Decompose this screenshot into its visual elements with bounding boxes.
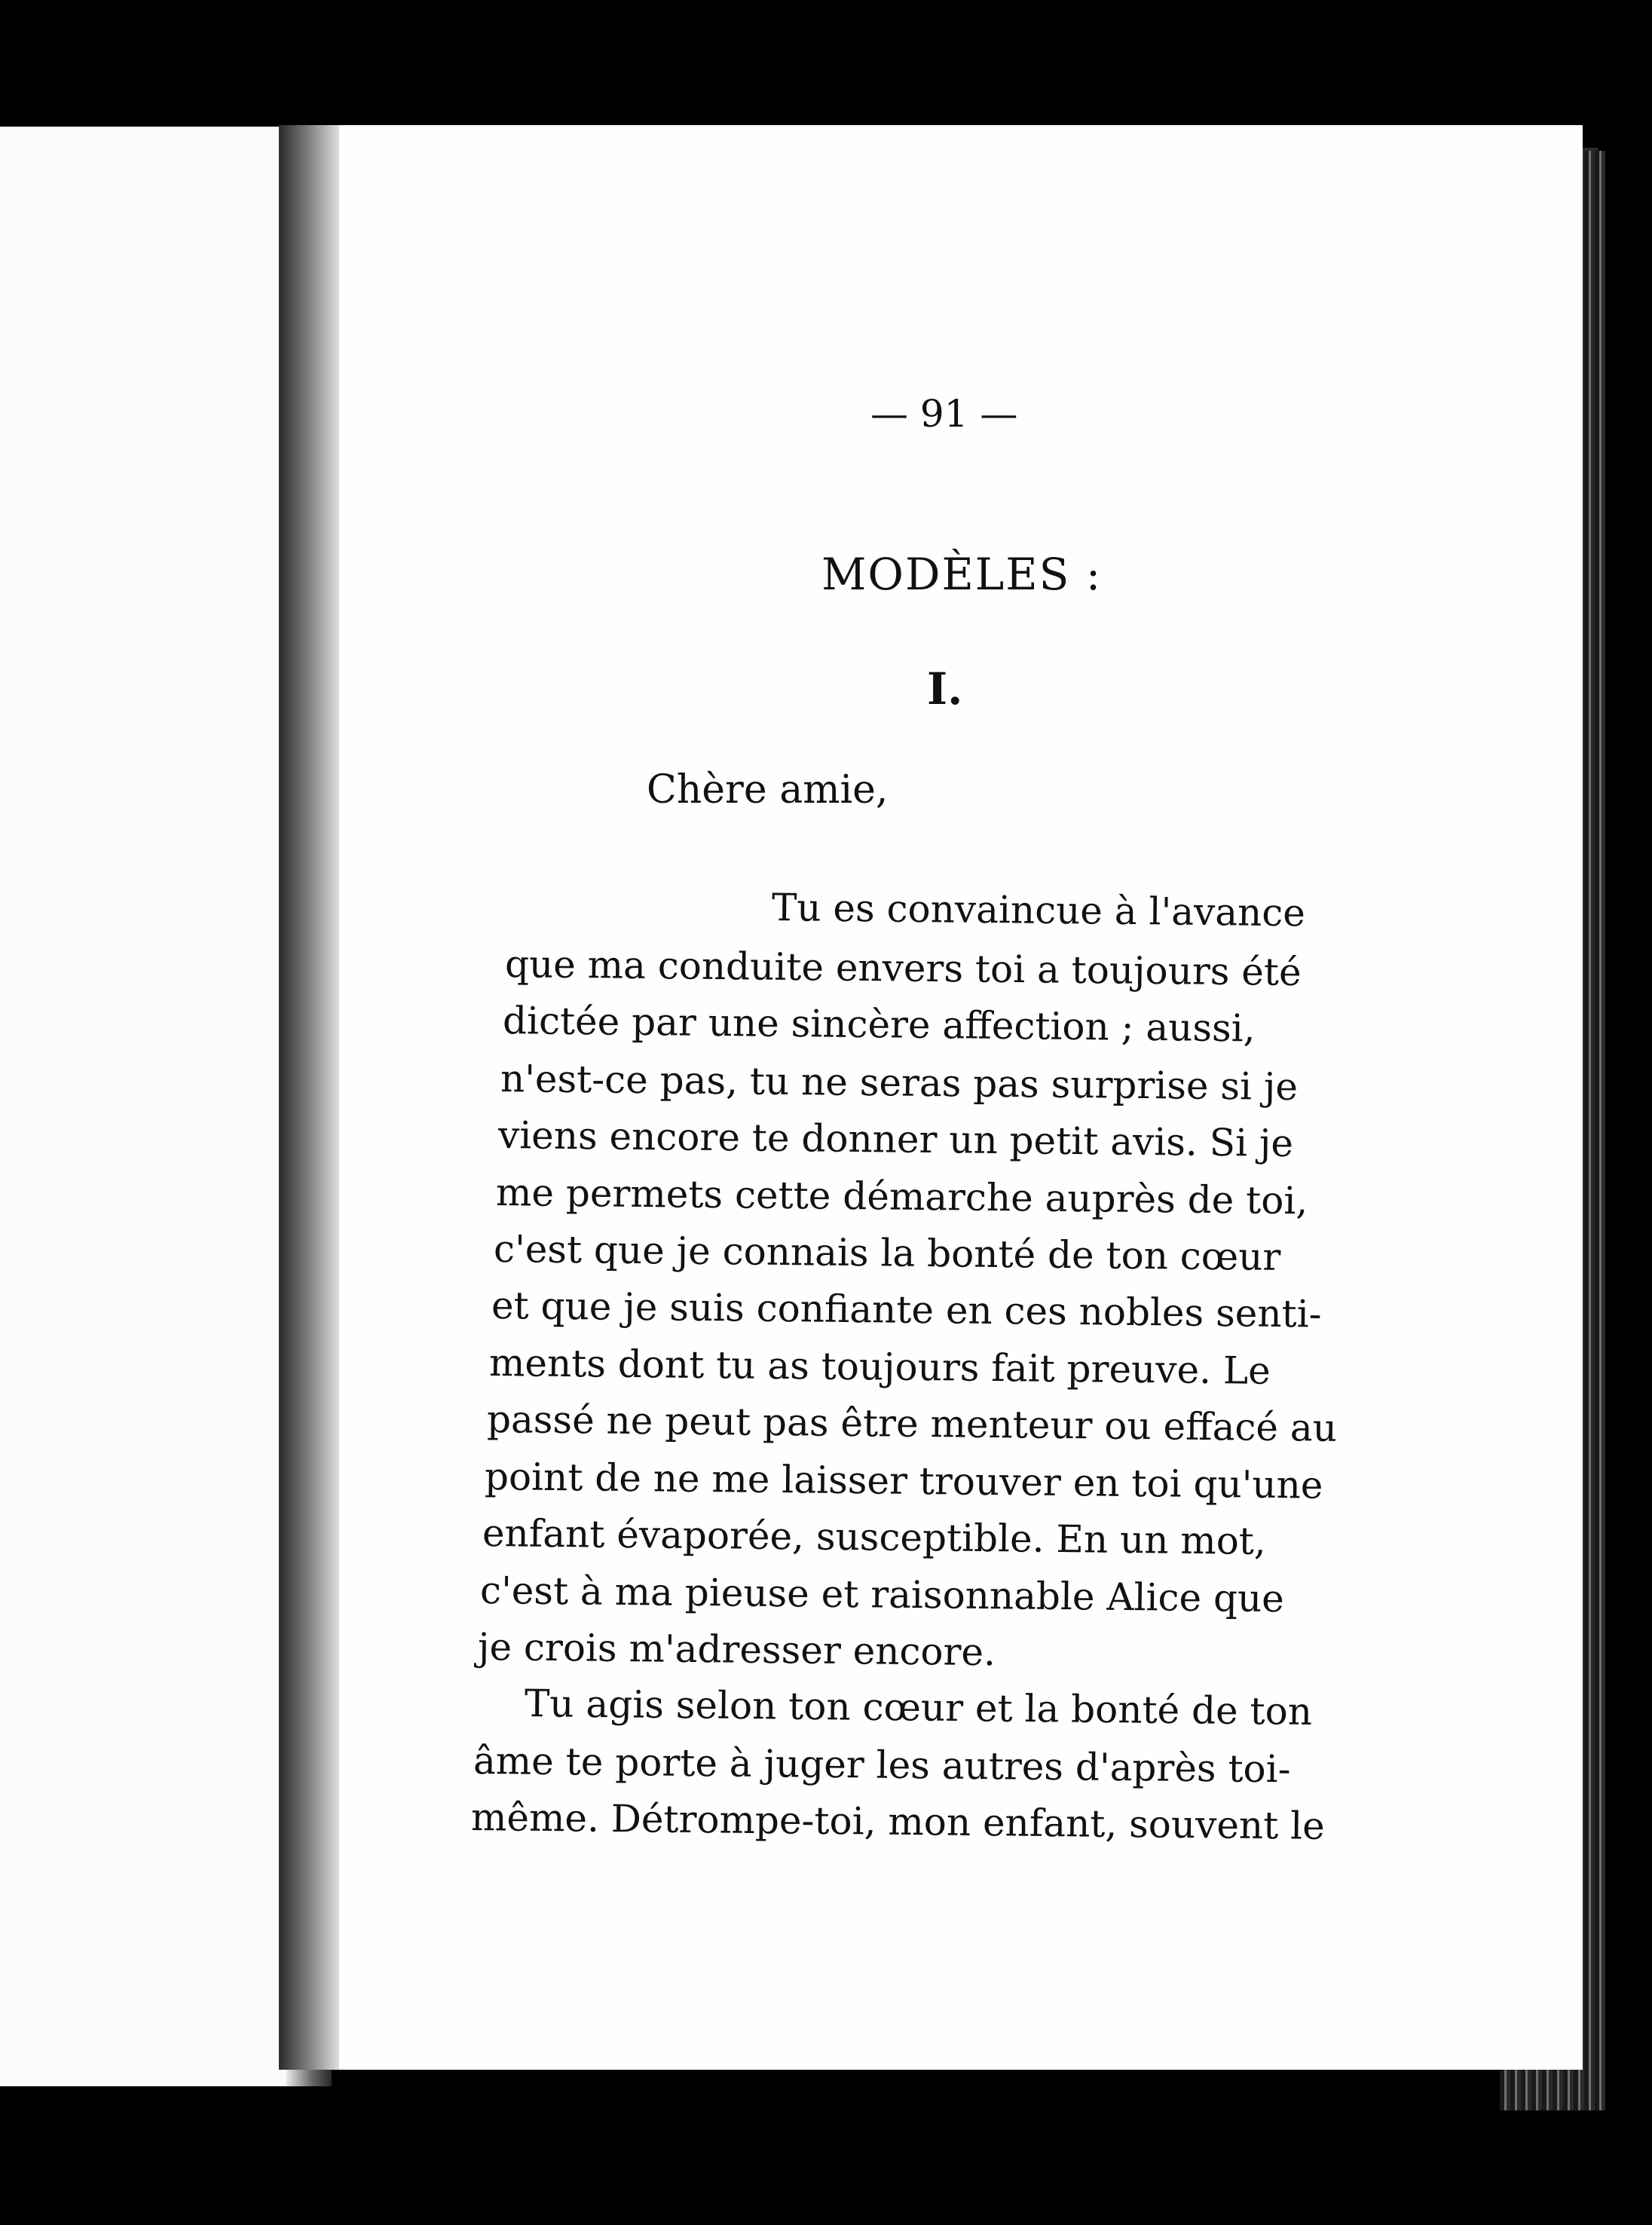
body-line: âme te porte à juger les autres d'après toi- — [473, 1739, 1291, 1792]
body-line: point de ne me laisser trouver en toi qu'une — [484, 1455, 1323, 1507]
body-line: passé ne peut pas être menteur ou effacé au — [486, 1397, 1338, 1450]
body-line: Tu agis selon ton cœur et la bonté de ton — [524, 1682, 1313, 1734]
body-line: me permets cette démarche auprès de toi, — [495, 1171, 1308, 1223]
body-line: et que je suis confiante en ces nobles senti- — [491, 1284, 1322, 1336]
body-line: je crois m'adresser encore. — [477, 1625, 996, 1675]
body-line: ments dont tu as toujours fait preuve. Le — [488, 1341, 1271, 1393]
gutter-shadow — [279, 125, 339, 2070]
body-line: que ma conduite envers toi a toujours été — [504, 942, 1302, 995]
page-title: MODÈLES : — [821, 549, 1103, 600]
body-line: dictée par une sincère affection ; aussi, — [502, 999, 1256, 1051]
body-line: c'est que je connais la bonté de ton cœur — [493, 1227, 1281, 1279]
body-line: enfant évaporée, susceptible. En un mot, — [482, 1511, 1267, 1563]
body-line: c'est à ma pieuse et raisonnable Alice que — [479, 1569, 1285, 1621]
body-line: même. Détrompe-toi, mon enfant, souvent le — [470, 1795, 1326, 1848]
body-line: n'est-ce pas, tu ne seras pas surprise si je — [500, 1057, 1299, 1109]
page-number: — 91 — — [870, 392, 1018, 436]
section-number: I. — [927, 663, 963, 715]
letter-salutation: Chère amie, — [647, 767, 889, 813]
body-line: Tu es convaincue à l'avance — [771, 886, 1306, 935]
body-line: viens encore te donner un petit avis. Si je — [497, 1113, 1294, 1166]
